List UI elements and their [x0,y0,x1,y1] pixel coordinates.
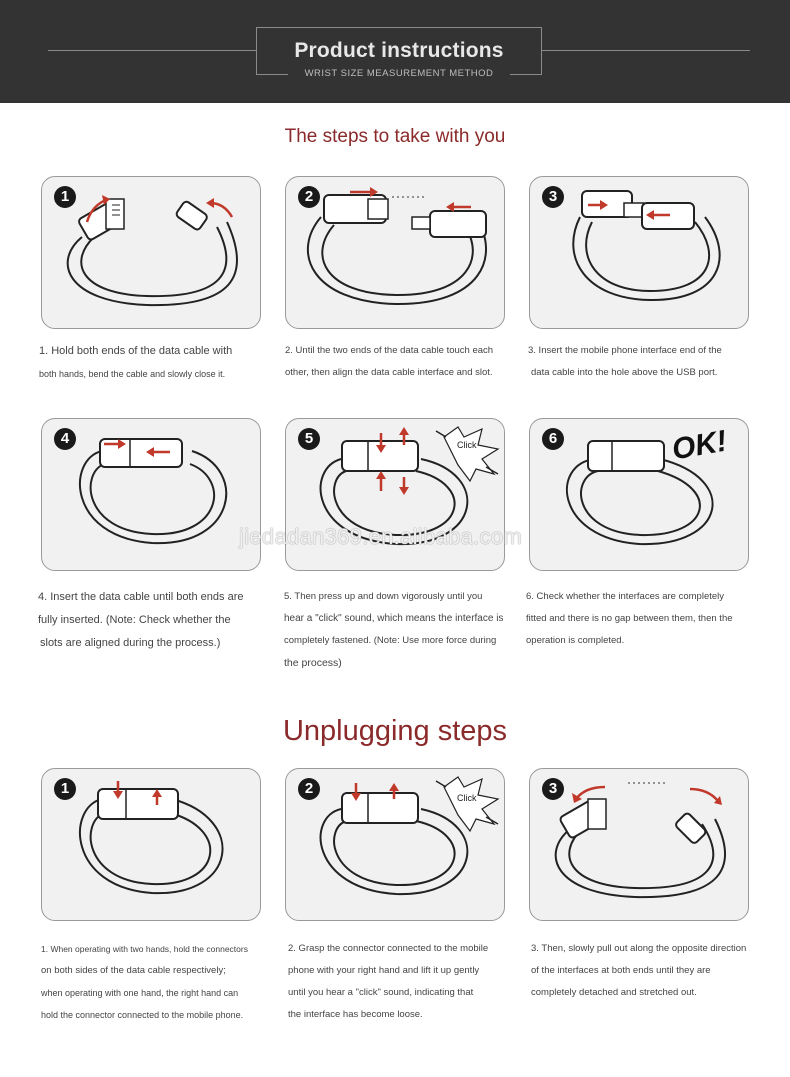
step-caption-2 [285,340,515,384]
step-caption-6 [526,586,756,652]
caption-line: of the interfaces at both ends until they are [531,965,711,976]
unplug-caption-1 [41,938,271,1026]
caption-line: hear a "click" sound, which means the interface is [284,613,504,624]
step-card-2 [285,176,505,329]
caption-line: completely fastened. (Note: Use more force during [284,635,497,646]
step-caption-3 [528,340,758,384]
caption-line: 4. Insert the data cable until both ends are [38,591,244,603]
caption-line: phone with your right hand and lift it up gently [288,965,480,976]
header-banner [0,0,790,103]
step-card-4 [41,418,261,571]
caption-line: completely detached and stretched out. [531,987,697,998]
page-subtitle: WRIST SIZE MEASUREMENT METHOD [288,68,510,79]
caption-line: data cable into the hole above the USB port. [531,367,718,378]
caption-line: 6. Check whether the interfaces are completely [526,591,725,602]
caption-line: the process) [284,657,342,669]
ok-text: OK! [669,424,730,467]
caption-line: 2. Until the two ends of the data cable touch each [285,345,494,356]
unplug-card-3 [529,768,749,921]
caption-line: hold the connector connected to the mobile phone. [41,1010,244,1020]
step-number-badge: 4 [54,428,76,450]
section-title-steps: The steps to take with you [284,126,506,147]
step-number-badge: 2 [298,186,320,208]
page-title: Product instructions [294,39,504,62]
header-rule-right [542,50,750,51]
caption-line: when operating with one hand, the right hand can [41,988,239,998]
step-card-3 [529,176,749,329]
click-text: Click [457,440,477,450]
step-number-badge: 6 [542,428,564,450]
step-number-badge: 3 [542,778,564,800]
step-caption-4 [38,586,268,655]
caption-line: other, then align the data cable interface and slot. [285,367,493,378]
step-card-1 [41,176,261,329]
caption-line: 3. Insert the mobile phone interface end of the [528,345,722,356]
caption-line: on both sides of the data cable respectively; [41,965,226,976]
unplug-card-2 [285,768,505,921]
caption-line: slots are aligned during the process.) [40,637,221,649]
step-card-6 [529,418,749,571]
unplug-caption-2 [288,938,518,1026]
watermark: jiedadan369.en.alibaba.com [239,524,523,549]
caption-line: 2. Grasp the connector connected to the mobile [288,943,489,954]
caption-line: operation is completed. [526,635,625,646]
unplug-card-1 [41,768,261,921]
step-number-badge: 1 [54,778,76,800]
caption-line: the interface has become loose. [288,1009,423,1020]
step-number-badge: 3 [542,186,564,208]
caption-line: both hands, bend the cable and slowly close it. [39,369,226,379]
step-caption-5 [284,586,514,674]
caption-line: 5. Then press up and down vigorously until you [284,591,483,602]
caption-line: 1. Hold both ends of the data cable with [39,345,233,357]
caption-line: fully inserted. (Note: Check whether the [38,614,231,626]
caption-line: until you hear a "click" sound, indicating that [288,987,474,998]
click-text: Click [457,793,477,803]
caption-line: fitted and there is no gap between them, then the [526,613,733,624]
step-caption-1 [39,340,269,386]
section-title-unplugging: Unplugging steps [282,715,508,747]
step-number-badge: 5 [298,428,320,450]
caption-line: 1. When operating with two hands, hold the connectors [41,944,248,954]
header-rule-left [48,50,256,51]
step-number-badge: 2 [298,778,320,800]
unplug-caption-3 [531,938,761,1004]
step-number-badge: 1 [54,186,76,208]
caption-line: 3. Then, slowly pull out along the opposite direction [531,943,747,954]
